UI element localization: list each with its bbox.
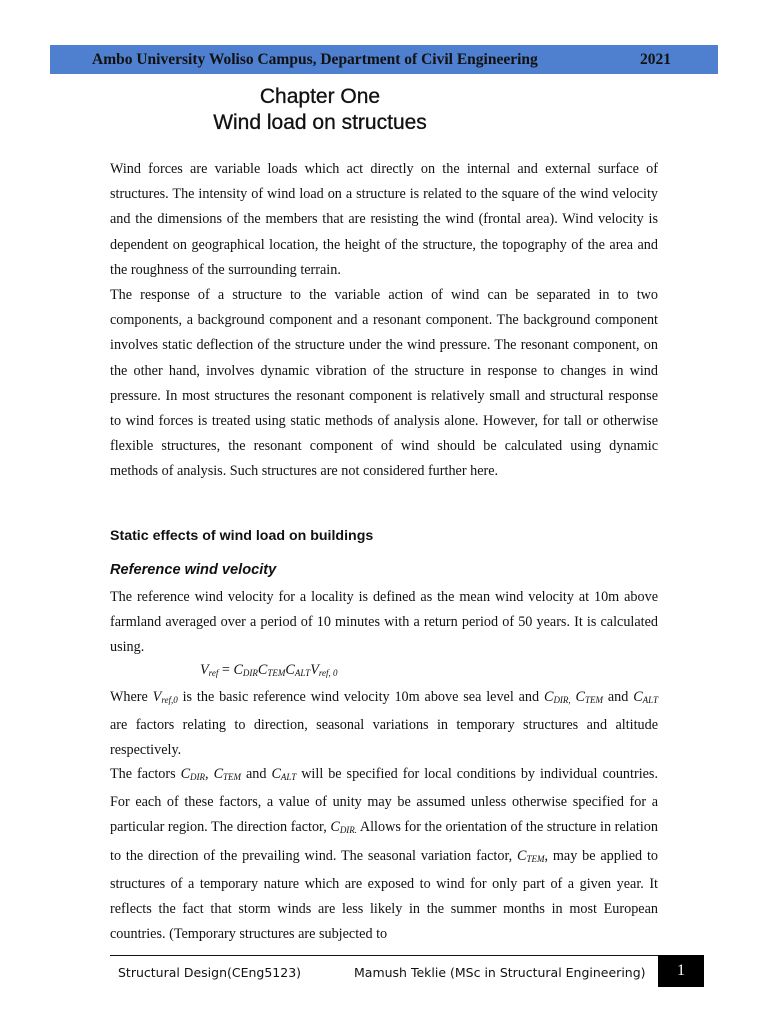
section-heading: Static effects of wind load on buildings [110, 528, 374, 544]
subsection-heading: Reference wind velocity [110, 562, 277, 578]
paragraph-intro: Wind forces are variable loads which act directly on the internal and external surface of structures. The intensity of wind load on a structure is related to the square of the wind velocity and the dimensions of the members that are resisting the wind (frontal area). Wind velocity is dependent on geographical location, the height of the structure, the topography of the area and the roughness of the surrounding terrain. [110, 161, 658, 278]
footer-divider [110, 955, 658, 956]
paragraph-factors: The factors $C_{DIR}$, $C_{TEM}$ and $C_{ALT}$ will be specified for local conditions by individual countries. For each of these factors, a value of unity may be assumed unless otherwise specified for a particular region. The direction factor, $C_{DIR.}$ Allows for the orientation of the structure in relation to the direction of the prevailing wind. The seasonal variation factor, $C_{TEM}$, may be applied to structures of a temporary nature which are exposed to wind for only part of a given year. It reflects the fact that storm winds are less likely in the summer months in most European countries. (Temporary structures are subjected to [110, 766, 659, 943]
reference-velocity-formula: $V_{ref} = C_{DIR}C_{TEM}C_{ALT}V_{ref, 0}$ [200, 662, 338, 678]
paragraph-response: The response of a structure to the variable action of wind can be separated in to two components, a background component and a resonant component. The background component involves static deflection of the structure under the wind pressure. The resonant component, on the other hand, involves dynamic vibration of the structure in response to changes in wind pressure. In most structures the resonant component is relatively small and structural response to wind forces is treated using static methods of analysis alone. However, for tall or otherwise flexible structures, the resonant component of wind should be calculated using dynamic methods of analysis. Such structures are not considered further here. [110, 287, 658, 480]
chapter-title: Wind load on structues [213, 111, 427, 134]
chapter-number: Chapter One [259, 85, 381, 108]
paragraph-where: Where $V_{ref,0}$ is the basic reference wind velocity 10m above sea level and $C_{DIR,}$ $C_{TEM}$ and $C_{ALT}$ are factors relating to direction, seasonal variations in temporary structures and altitude respectively. [110, 689, 658, 759]
header-institution: Ambo University Woliso Campus, Department of Civil Engineering [92, 51, 538, 68]
paragraph-reference-velocity: The reference wind velocity for a locality is defined as the mean wind velocity at 10m above farmland averaged over a period of 10 minutes with a return period of 50 years. It is calculated using. [110, 589, 658, 656]
footer-course: Structural Design(CEng5123) [118, 965, 302, 980]
header-band [50, 45, 718, 74]
header-year: 2021 [640, 51, 671, 68]
footer-author: Mamush Teklie (MSc in Structural Engineering) [354, 965, 646, 980]
page-number: 1 [658, 955, 704, 987]
